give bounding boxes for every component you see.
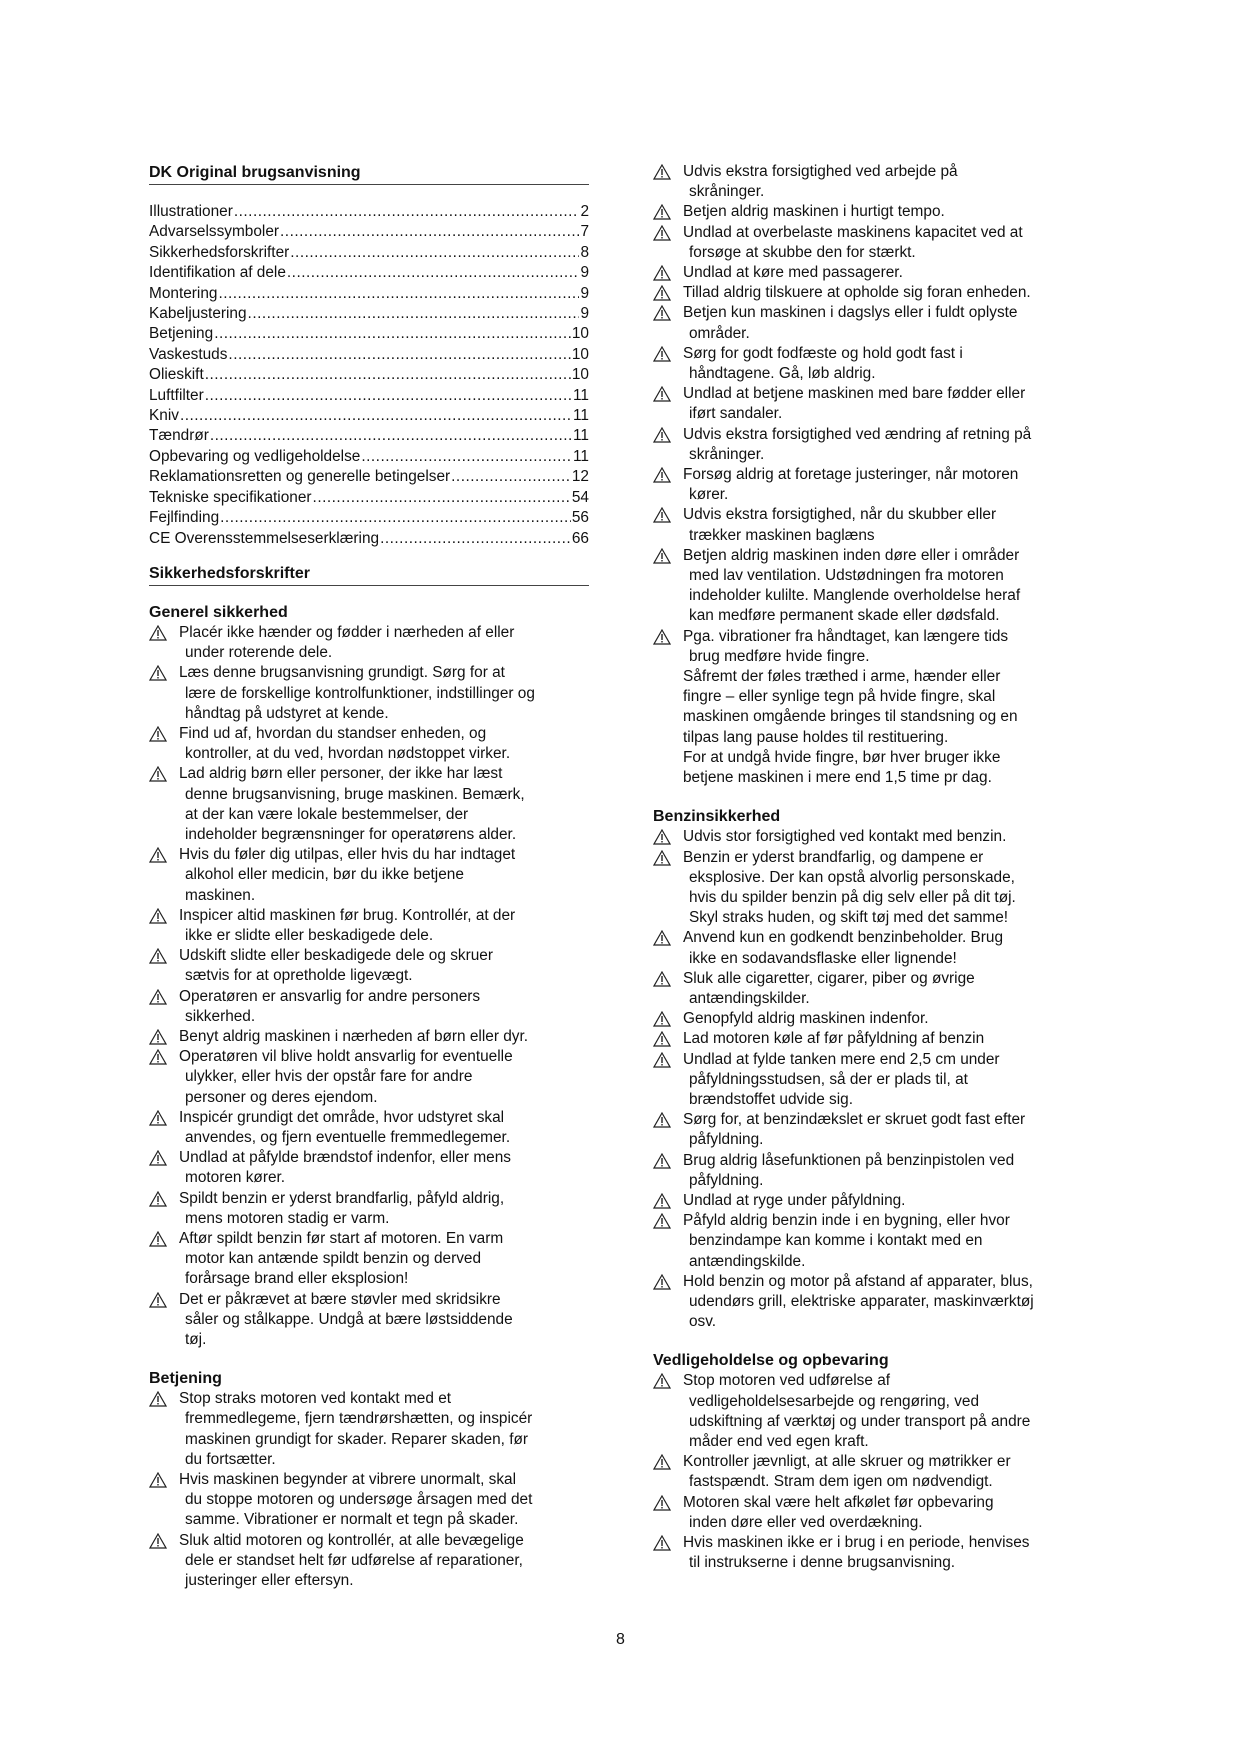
toc-leader-dots — [248, 304, 580, 324]
vibration-note-line: betjene maskinen i mere end 1,5 time pr dag. — [683, 769, 992, 787]
warning-text: Sørg for, at benzindækslet er skruet godt fast efter — [683, 1111, 1026, 1129]
toc-title: DK Original brugsanvisning — [149, 164, 589, 185]
toc-leader-dots — [361, 447, 572, 467]
warning-item — [653, 283, 1093, 303]
warning-triangle-icon — [653, 1011, 671, 1027]
warning-triangle-icon — [653, 204, 671, 220]
warning-text: Betjen kun maskinen i dagslys eller i fuldt oplyste — [683, 304, 1018, 322]
toc-leader-dots — [451, 467, 571, 487]
warning-triangle-icon — [653, 930, 671, 946]
warning-triangle-icon — [149, 1029, 167, 1045]
warning-text-continued: sætvis for at opretholde ligevægt. — [185, 967, 413, 985]
warning-triangle-icon — [653, 386, 671, 402]
warning-triangle-icon — [653, 164, 671, 180]
warning-text: Benzin er yderst brandfarlig, og dampene er — [683, 848, 984, 866]
warning-triangle-icon — [653, 829, 671, 845]
warning-text: Stop motoren ved udførelse af — [683, 1372, 891, 1390]
operation-list-continued — [653, 162, 1093, 667]
warning-item — [653, 425, 1093, 465]
warning-text: Lad aldrig børn eller personer, der ikke har læst — [179, 765, 503, 783]
warning-triangle-icon — [653, 1373, 671, 1389]
toc-entry — [149, 406, 589, 426]
warning-text: Udvis ekstra forsigtighed ved arbejde på — [683, 163, 958, 180]
warning-text: Lad motoren køle af før påfyldning af benzin — [683, 1030, 985, 1048]
warning-item — [149, 1290, 589, 1351]
warning-item — [653, 1009, 1093, 1029]
toc-entry-label: Tekniske specifikationer — [149, 488, 312, 506]
warning-text-continued: antændingskilde. — [689, 1252, 806, 1270]
warning-text-continued: områder. — [689, 324, 750, 342]
vibration-note-line: For at undgå hvide fingre, bør hver bruger ikke — [683, 748, 1001, 766]
warning-item — [653, 1029, 1093, 1049]
toc-leader-dots — [205, 365, 571, 385]
warning-text: Hvis du føler dig utilpas, eller hvis du har indtaget — [179, 846, 516, 864]
toc-entry-page: 12 — [571, 468, 589, 486]
warning-text: Sluk alle cigaretter, cigarer, piber og øvrige — [683, 969, 975, 987]
toc-entry-label: Fejlfinding — [149, 509, 220, 527]
warning-text: Udskift slidte eller beskadigede dele og skruer — [179, 947, 493, 965]
warning-text-continued: trækker maskinen baglæns — [689, 526, 875, 544]
toc-entry — [149, 284, 589, 304]
warning-item — [149, 623, 589, 663]
warning-text-continued: anvendes, og fjern eventuelle fremmedlegemer. — [185, 1128, 511, 1146]
warning-triangle-icon — [653, 346, 671, 362]
toc-entry — [149, 386, 589, 406]
toc-entry — [149, 263, 589, 283]
warning-triangle-icon — [653, 1274, 671, 1290]
warning-text-continued: tøj. — [185, 1331, 207, 1349]
toc-entry-page: 11 — [573, 386, 589, 404]
warning-triangle-icon — [653, 265, 671, 281]
toc-leader-dots — [210, 426, 572, 446]
right-column — [653, 0, 1093, 1573]
warning-text-continued: påfyldning. — [689, 1131, 764, 1149]
safety-title: Sikkerhedsforskrifter — [149, 565, 589, 586]
toc-leader-dots — [228, 345, 570, 365]
warning-text-continued: antændingskilder. — [689, 989, 810, 1007]
toc-entry — [149, 365, 589, 385]
warning-text: Forsøg aldrig at foretage justeringer, når motoren — [683, 466, 1019, 484]
warning-triangle-icon — [653, 1031, 671, 1047]
warning-triangle-icon — [149, 1110, 167, 1126]
toc-entry-label: Olieskift — [149, 366, 204, 384]
toc-entry-page: 11 — [573, 427, 589, 445]
warning-item — [653, 928, 1093, 968]
warning-text: Aftør spildt benzin før start af motoren. En varm — [179, 1230, 504, 1247]
toc-entry — [149, 243, 589, 263]
warning-text: Spildt benzin er yderst brandfarlig, påfyld aldrig, — [179, 1189, 505, 1207]
warning-text-continued: udskiftning af værktøj og under transport på andre — [689, 1412, 1031, 1430]
toc-leader-dots — [313, 488, 571, 508]
warning-triangle-icon — [653, 548, 671, 564]
warning-text-continued: at der kan være lokale bestemmelser, der — [185, 805, 469, 823]
warning-triangle-icon — [653, 285, 671, 301]
warning-text-continued: osv. — [689, 1313, 717, 1331]
warning-triangle-icon — [149, 1533, 167, 1549]
operation-list — [149, 1389, 589, 1591]
warning-text-continued: samme. Vibrationer er normalt et tegn på skader. — [185, 1511, 519, 1529]
toc-entry-page: 11 — [573, 407, 589, 425]
warning-item — [653, 827, 1093, 847]
toc-entry-label: Montering — [149, 284, 218, 302]
toc-entry-page: 10 — [571, 366, 589, 384]
warning-text: Undlad at påfylde brændstof indenfor, eller mens — [179, 1149, 511, 1167]
toc-entry-page: 56 — [571, 509, 589, 527]
toc-leader-dots — [220, 508, 571, 528]
toc-entry-label: CE Overensstemmelseserklæring — [149, 529, 380, 547]
warning-item — [653, 627, 1093, 667]
warning-text: Operatøren vil blive holdt ansvarlig for eventuelle — [179, 1048, 513, 1066]
toc-leader-dots — [287, 263, 580, 283]
warning-item — [653, 1371, 1093, 1452]
warning-triangle-icon — [149, 1049, 167, 1065]
warning-item — [149, 906, 589, 946]
warning-triangle-icon — [653, 427, 671, 443]
warning-text-continued: til instrukserne i denne brugsanvisning. — [689, 1554, 956, 1572]
toc-entry — [149, 529, 589, 549]
warning-text: Inspicér grundigt det område, hvor udstyret skal — [179, 1108, 505, 1126]
warning-text-continued: motoren kører. — [185, 1169, 286, 1187]
warning-triangle-icon — [149, 989, 167, 1005]
toc-entry-page: 66 — [571, 529, 589, 547]
warning-item — [653, 1191, 1093, 1211]
warning-triangle-icon — [653, 467, 671, 483]
warning-item — [653, 162, 1093, 202]
warning-item — [149, 845, 589, 906]
toc-entry-label: Luftfilter — [149, 386, 204, 404]
warning-triangle-icon — [653, 850, 671, 866]
toc-entry-page: 10 — [571, 345, 589, 363]
warning-item — [653, 1272, 1093, 1333]
vibration-note-line: Såfremt der føles træthed i arme, hænder eller — [683, 668, 1001, 686]
toc-entry-label: Vaskestuds — [149, 345, 228, 363]
warning-text: Anvend kun en godkendt benzinbeholder. Brug — [683, 929, 1004, 947]
warning-text: Sørg for godt fodfæste og hold godt fast i — [683, 344, 963, 362]
warning-text: Undlad at fylde tanken mere end 2,5 cm under — [683, 1050, 1000, 1068]
warning-item — [149, 1189, 589, 1229]
warning-text: Motoren skal være helt afkølet før opbevaring — [683, 1493, 994, 1511]
warning-item — [653, 505, 1093, 545]
warning-text: Udvis ekstra forsigtighed, når du skubber eller — [683, 506, 997, 524]
toc-entry-label: Advarselssymboler — [149, 223, 280, 241]
toc-leader-dots — [290, 243, 579, 263]
warning-text-continued: forsøge at skubbe den for stærkt. — [689, 243, 916, 261]
general-safety-list — [149, 623, 589, 1350]
warning-text-continued: mens motoren stadig er varm. — [185, 1209, 390, 1227]
warning-text-continued: kan medføre permanent skade eller dødsfald. — [689, 607, 1000, 625]
toc-leader-dots — [280, 222, 579, 242]
toc-entry-label: Tændrør — [149, 427, 209, 445]
warning-text: Find ud af, hvordan du standser enheden, og — [179, 724, 487, 742]
warning-triangle-icon — [653, 1495, 671, 1511]
warning-text: Det er påkrævet at bære støvler med skridsikre — [179, 1290, 501, 1308]
warning-text-continued: Skyl straks huden, og skift tøj med det samme! — [689, 909, 1009, 927]
warning-triangle-icon — [149, 847, 167, 863]
warning-triangle-icon — [149, 1292, 167, 1308]
warning-item — [653, 1211, 1093, 1272]
warning-triangle-icon — [149, 1391, 167, 1407]
warning-triangle-icon — [653, 629, 671, 645]
warning-text-continued: påfyldning. — [689, 1171, 764, 1189]
page-number: 8 — [616, 1631, 625, 1648]
warning-item — [653, 344, 1093, 384]
toc-entry-page: 7 — [580, 223, 589, 241]
toc-entry-label: Identifikation af dele — [149, 264, 286, 282]
warning-item — [653, 1493, 1093, 1533]
warning-text: Brug aldrig låsefunktionen på benzinpistolen ved — [683, 1151, 1015, 1169]
warning-text: Benyt aldrig maskinen i nærheden af børn eller dyr. — [179, 1027, 529, 1045]
warning-text: Tillad aldrig tilskuere at opholde sig foran enheden. — [683, 284, 1031, 302]
toc-entry — [149, 467, 589, 487]
warning-item — [149, 1389, 589, 1470]
warning-text-continued: iført sandaler. — [689, 405, 783, 423]
warning-text-continued: indeholder begrænsninger for operatørens alder. — [185, 825, 517, 843]
toc-entry-label: Opbevaring og vedligeholdelse — [149, 447, 361, 465]
warning-item — [149, 946, 589, 986]
table-of-contents — [149, 202, 589, 549]
vibration-note-line: fingre – eller synlige tegn på hvide fingre, skal — [683, 688, 996, 706]
vibration-note-line: maskinen omgående bringes til standsning og en — [683, 708, 1018, 726]
fuel-safety-title: Benzinsikkerhed — [653, 808, 781, 826]
warning-text-continued: ulykker, eller hvis der opstår fare for andre — [185, 1068, 473, 1086]
warning-text: Kontroller jævnligt, at alle skruer og møtrikker er — [683, 1453, 1011, 1471]
warning-text-continued: ikke en sodavandsflaske eller lignende! — [689, 949, 957, 967]
warning-item — [653, 848, 1093, 929]
toc-entry — [149, 488, 589, 508]
warning-text-continued: kører. — [689, 486, 729, 504]
toc-leader-dots — [218, 284, 579, 304]
toc-entry — [149, 202, 589, 222]
warning-text-continued: lære de forskellige kontrolfunktioner, indstillinger og — [185, 684, 535, 702]
warning-item — [149, 1531, 589, 1592]
warning-text-continued: alkohol eller medicin, bør du ikke betjene — [185, 866, 464, 884]
toc-entry — [149, 324, 589, 344]
warning-text: Påfyld aldrig benzin inde i en bygning, eller hvor — [683, 1212, 1010, 1230]
warning-triangle-icon — [653, 1213, 671, 1229]
warning-text-continued: justeringer eller eftersyn. — [185, 1572, 354, 1590]
warning-triangle-icon — [653, 1535, 671, 1551]
warning-triangle-icon — [149, 1191, 167, 1207]
warning-text-continued: vedligeholdelsesarbejde og rengøring, ved — [689, 1392, 980, 1410]
warning-text: Udvis ekstra forsigtighed ved ændring af retning på — [683, 425, 1032, 443]
warning-text: Inspicer altid maskinen før brug. Kontrollér, at der — [179, 906, 516, 924]
toc-entry-page: 9 — [580, 284, 589, 302]
warning-item — [653, 303, 1093, 343]
warning-text: Operatøren er ansvarlig for andre personers — [179, 987, 481, 1005]
warning-triangle-icon — [653, 971, 671, 987]
warning-text-continued: udendørs grill, elektriske apparater, maskinværktøj — [689, 1292, 1034, 1310]
operation-title: Betjening — [149, 1370, 222, 1388]
toc-entry — [149, 345, 589, 365]
warning-text-continued: med lav ventilation. Udstødningen fra motoren — [689, 567, 1004, 585]
warning-text-continued: sikkerhed. — [185, 1007, 256, 1025]
warning-text-continued: maskinen grundigt for skader. Reparer skaden, før — [185, 1430, 529, 1448]
toc-entry-page: 10 — [571, 325, 589, 343]
warning-text-continued: fastspændt. Stram dem igen om nødvendigt. — [689, 1473, 993, 1491]
warning-text-continued: motor kan antænde spildt benzin og derved — [185, 1250, 482, 1268]
warning-text-continued: dele er standset helt før udførelse af reparationer, — [185, 1551, 523, 1569]
warning-text-continued: fremmedlegeme, fjern tændrørshætten, og inspicér — [185, 1410, 533, 1428]
warning-text-continued: eksplosive. Der kan opstå alvorlig personskade, — [689, 868, 1015, 886]
warning-triangle-icon — [653, 1112, 671, 1128]
toc-leader-dots — [234, 202, 580, 222]
warning-triangle-icon — [653, 225, 671, 241]
warning-text: Betjen aldrig maskinen i hurtigt tempo. — [683, 203, 945, 221]
toc-entry-page: 9 — [580, 305, 589, 323]
warning-text: Hvis maskinen ikke er i brug i en periode, henvises — [683, 1534, 1030, 1551]
warning-text-continued: denne brugsanvisning, bruge maskinen. Bemærk, — [185, 785, 525, 803]
toc-entry — [149, 426, 589, 446]
toc-leader-dots — [214, 324, 571, 344]
toc-entry-label: Reklamationsretten og generelle betingelser — [149, 468, 451, 486]
warning-item — [149, 764, 589, 845]
warning-text: Undlad at ryge under påfyldning. — [683, 1191, 906, 1209]
warning-triangle-icon — [653, 507, 671, 523]
vibration-note-line: tilpas lang pause holdes til restituering. — [683, 728, 949, 746]
warning-triangle-icon — [653, 1193, 671, 1209]
warning-text-continued: inden døre eller ved overdækning. — [689, 1513, 923, 1531]
warning-text-continued: såler og stålkappe. Undgå at bære løstsiddende — [185, 1310, 513, 1328]
warning-item — [653, 202, 1093, 222]
warning-text-continued: maskinen. — [185, 886, 256, 904]
warning-text-continued: håndtag på udstyret at kende. — [185, 704, 389, 722]
warning-text-continued: du fortsætter. — [185, 1450, 276, 1468]
warning-item — [149, 987, 589, 1027]
toc-entry — [149, 222, 589, 242]
toc-leader-dots — [380, 529, 571, 549]
warning-text-continued: skråninger. — [689, 183, 765, 201]
toc-entry-page: 54 — [571, 488, 589, 506]
warning-text: Undlad at køre med passagerer. — [683, 264, 903, 282]
warning-text: Pga. vibrationer fra håndtaget, kan længere tids — [683, 627, 1009, 645]
warning-text-continued: brug medføre hvide fingre. — [689, 647, 870, 665]
warning-text: Genopfyld aldrig maskinen indenfor. — [683, 1010, 929, 1028]
warning-item — [149, 1047, 589, 1108]
toc-entry-label: Illustrationer — [149, 203, 233, 220]
toc-entry-label: Sikkerhedsforskrifter — [149, 243, 290, 261]
warning-text-continued: måder end ved egen kraft. — [689, 1432, 869, 1450]
warning-text-continued: forårsage brand eller eksplosion! — [185, 1270, 409, 1288]
warning-text-continued: hvis du spilder benzin på dig selv eller på dit tøj. — [689, 888, 1016, 906]
warning-text-continued: indeholder kulilte. Manglende overholdelse heraf — [689, 587, 1021, 605]
warning-item — [149, 724, 589, 764]
warning-item — [653, 1151, 1093, 1191]
toc-entry-page: 9 — [580, 264, 589, 282]
warning-item — [149, 1470, 589, 1531]
warning-text: Udvis stor forsigtighed ved kontakt med benzin. — [683, 828, 1007, 846]
warning-item — [653, 546, 1093, 627]
warning-item — [653, 1050, 1093, 1111]
warning-text-continued: påfyldningsstudsen, så der er plads til, at — [689, 1070, 968, 1088]
warning-text-continued: benzindampe kan komme i kontakt med en — [689, 1232, 983, 1250]
warning-triangle-icon — [653, 305, 671, 321]
toc-entry-label: Betjening — [149, 325, 214, 343]
toc-entry — [149, 304, 589, 324]
warning-triangle-icon — [653, 1153, 671, 1169]
warning-text-continued: brændstoffet udvide sig. — [689, 1090, 853, 1108]
warning-text: Undlad at betjene maskinen med bare fødder eller — [683, 385, 1026, 403]
toc-leader-dots — [180, 406, 572, 426]
warning-item — [149, 1108, 589, 1148]
maintenance-list — [653, 1371, 1093, 1573]
warning-text: Undlad at overbelaste maskinens kapacitet ved at — [683, 223, 1023, 241]
warning-triangle-icon — [149, 908, 167, 924]
warning-triangle-icon — [149, 665, 167, 681]
warning-text-continued: skråninger. — [689, 445, 765, 463]
warning-item — [653, 1452, 1093, 1492]
warning-triangle-icon — [149, 1231, 167, 1247]
warning-item — [653, 1110, 1093, 1150]
vibration-note — [653, 667, 1093, 788]
warning-text-continued: personer og deres ejendom. — [185, 1088, 378, 1106]
warning-item — [149, 1027, 589, 1047]
warning-triangle-icon — [149, 726, 167, 742]
toc-entry — [149, 508, 589, 528]
warning-text-continued: kontroller, at du ved, hvordan nødstoppet virker. — [185, 745, 511, 763]
warning-text: Betjen aldrig maskinen inden døre eller i områder — [683, 546, 1020, 564]
warning-text: Hvis maskinen begynder at vibrere unormalt, skal — [179, 1471, 517, 1489]
warning-item — [653, 1533, 1093, 1573]
general-safety-title: Generel sikkerhed — [149, 603, 288, 621]
warning-item — [149, 663, 589, 724]
toc-entry-label: Kabeljustering — [149, 305, 247, 323]
maintenance-title: Vedligeholdelse og opbevaring — [653, 1352, 889, 1370]
warning-triangle-icon — [149, 625, 167, 641]
toc-entry-label: Kniv — [149, 407, 179, 425]
toc-leader-dots — [205, 386, 572, 406]
warning-triangle-icon — [653, 1454, 671, 1470]
warning-item — [653, 969, 1093, 1009]
toc-entry-page: 2 — [580, 203, 589, 220]
warning-text-continued: håndtagene. Gå, løb aldrig. — [689, 365, 876, 383]
warning-triangle-icon — [149, 948, 167, 964]
warning-text-continued: under roterende dele. — [185, 644, 333, 662]
warning-item — [653, 465, 1093, 505]
warning-item — [653, 384, 1093, 424]
warning-text: Placér ikke hænder og fødder i nærheden af eller — [179, 623, 515, 641]
toc-entry — [149, 447, 589, 467]
warning-text: Sluk altid motoren og kontrollér, at alle bevægelige — [179, 1531, 524, 1549]
warning-item — [149, 1229, 589, 1290]
warning-text: Stop straks motoren ved kontakt med et — [179, 1390, 452, 1408]
toc-entry-page: 11 — [573, 447, 589, 465]
warning-triangle-icon — [653, 1052, 671, 1068]
warning-triangle-icon — [149, 766, 167, 782]
warning-triangle-icon — [149, 1472, 167, 1488]
warning-item — [653, 223, 1093, 263]
warning-text-continued: ikke er slidte eller beskadigede dele. — [185, 926, 434, 944]
toc-entry-page: 8 — [580, 243, 589, 261]
warning-item — [653, 263, 1093, 283]
fuel-safety-list — [653, 827, 1093, 1332]
warning-text-continued: du stoppe motoren og undersøge årsagen med det — [185, 1491, 533, 1509]
warning-text: Læs denne brugsanvisning grundigt. Sørg for at — [179, 664, 505, 682]
warning-triangle-icon — [149, 1150, 167, 1166]
warning-item — [149, 1148, 589, 1188]
warning-text: Hold benzin og motor på afstand af apparater, blus, — [683, 1272, 1033, 1290]
left-column — [149, 0, 589, 1591]
